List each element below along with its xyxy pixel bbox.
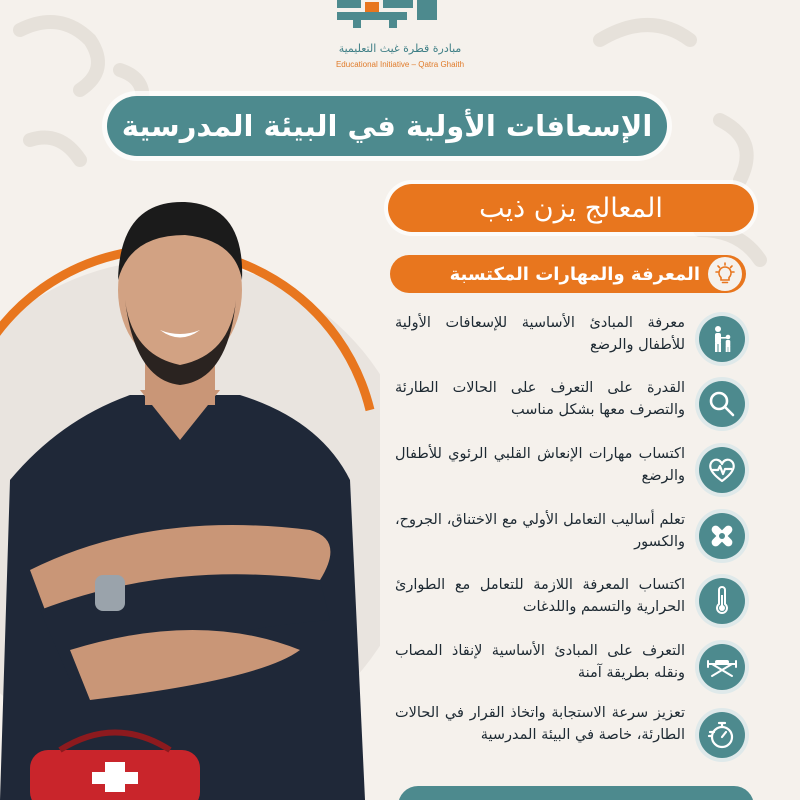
page-title: الإسعافات الأولية في البيئة المدرسية: [107, 96, 667, 156]
item-text: القدرة على التعرف على الحالات الطارئة والتصرف معها بشكل مناسب: [395, 380, 685, 418]
item-text: التعرف على المبادئ الأساسية لإنقاذ المصاب ونقله بطريقة آمنة: [395, 643, 685, 681]
list-item: [395, 702, 745, 772]
initiative-logo: [330, 0, 470, 78]
logo-arabic-text: مبادرة قطرة غيث التعليمية: [338, 42, 462, 55]
item-text: معرفة المبادئ الأساسية للإسعافات الأولية للأطفال والرضع: [395, 315, 685, 353]
section-heading-text: المعرفة والمهارات المكتسبة: [449, 263, 700, 285]
stretcher-icon: [699, 644, 745, 690]
adult-child-icon: [699, 316, 745, 362]
thermometer-icon: [699, 578, 745, 624]
item-text: تعلم أساليب التعامل الأولي مع الاختناق، الجروح، والكسور: [395, 512, 685, 550]
logo-english-text: Educational Initiative – Qatra Ghaith: [335, 60, 465, 69]
trainer-photo: [0, 180, 380, 800]
item-text: تعزيز سرعة الاستجابة واتخاذ القرار في الحالات الطارئة، خاصة في البيئة المدرسية: [395, 705, 685, 743]
heart-pulse-icon: [699, 447, 745, 493]
list-item: [395, 443, 745, 503]
stopwatch-icon: [699, 712, 745, 758]
list-item: [395, 574, 745, 634]
item-text: اكتساب مهارات الإنعاش القلبي الرئوي للأطفال والرضع: [395, 446, 685, 484]
list-item: [395, 312, 745, 372]
list-item: [395, 509, 745, 569]
section-heading: [390, 255, 746, 293]
logo-mark-icon: [333, 0, 441, 28]
magnifier-icon: [699, 381, 745, 427]
bottom-bar: [398, 786, 754, 800]
list-item: [395, 377, 745, 437]
list-item: [395, 640, 745, 700]
bandage-icon: [699, 513, 745, 559]
lightbulb-icon: [708, 257, 742, 291]
item-text: اكتساب المعرفة اللازمة للتعامل مع الطوارئ الحرارية والتسمم واللدغات: [395, 577, 685, 615]
trainer-name: المعالج يزن ذيب: [388, 184, 754, 232]
